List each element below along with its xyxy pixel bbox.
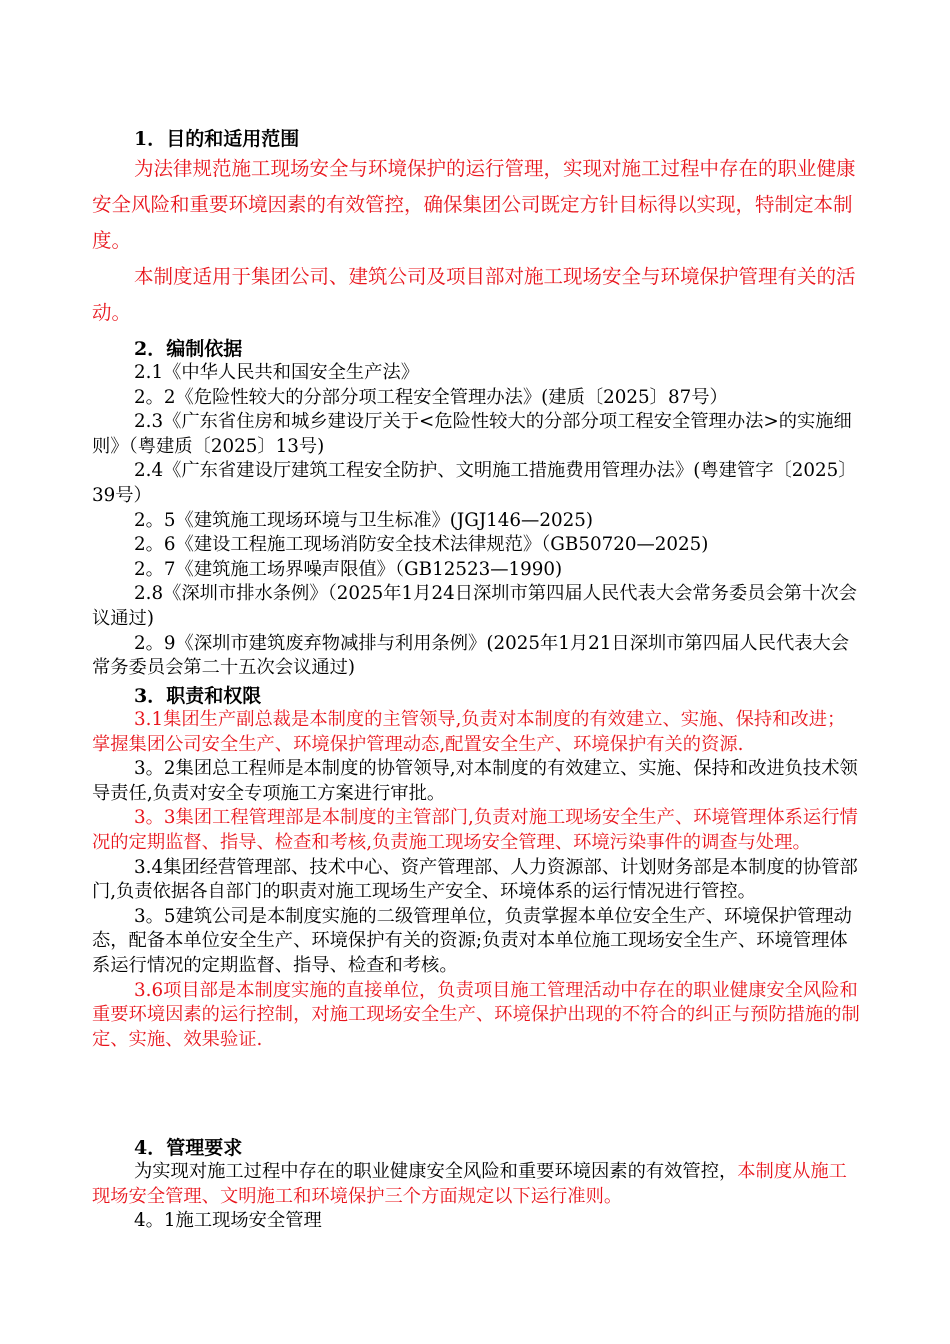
section-basis — [92, 338, 862, 681]
paragraph: 2。9《深圳市建筑废弃物减排与利用条例》(2025年1月21日深圳市第四届人民代表大会常务委员会第二十五次会议通过) — [92, 632, 850, 679]
paragraph: 2.3《广东省住房和城乡建设厅关于<危险性较大的分部分项工程安全管理办法>的实施细则》（粤建质〔2025〕13号) — [92, 411, 852, 457]
paragraph: 3。3集团工程管理部是本制度的主管部门,负责对施工现场安全生产、环境管理体系运行情况的定期监督、指导、检查和考核,负责施工现场安全管理、环境污染事件的调查与处理。 — [92, 807, 858, 853]
paragraph: 2。5《建筑施工现场环境与卫生标准》(JGJ146—2025) — [134, 509, 593, 531]
paragraph: 3.4集团经营管理部、技术中心、资产管理部、人力资源部、计划财务部是本制度的协管部门,负责依据各自部门的职责对施工现场生产安全、环境体系的运行情况进行管控。 — [92, 856, 858, 903]
paragraph: 3。2集团总工程师是本制度的协管领导,对本制度的有效建立、实施、保持和改进负技术领导责任,负责对安全专项施工方案进行审批。 — [92, 758, 858, 804]
paragraph-text: 为实现对施工过程中存在的职业健康安全风险和重要环境因素的有效管控， — [134, 1161, 738, 1182]
paragraph: 2。2《危险性较大的分部分项工程安全管理办法》(建质〔2025〕87号） — [134, 386, 728, 408]
paragraph: 3.6项目部是本制度实施的直接单位，负责项目施工管理活动中存在的职业健康安全风险和重要环境因素的运行控制，对施工现场安全生产、环境保护出现的不符合的纠正与预防措施的制定、实施、效果验证. — [92, 979, 860, 1050]
paragraph: 4。1施工现场安全管理 — [134, 1210, 322, 1232]
paragraph: 3。5建筑公司是本制度实施的二级管理单位，负责掌握本单位安全生产、环境保护管理动态，配备本单位安全生产、环境保护有关的资源;负责对本单位施工现场安全生产、环境管理体系运行情况的定期监督、指导、检查和考核。 — [92, 905, 852, 976]
paragraph: 2.8《深圳市排水条例》（2025年1月24日深圳市第四届人民代表大会常务委员会第十次会议通过) — [92, 583, 857, 629]
paragraph: 2.4《广东省建设厅建筑工程安全防护、文明施工措施费用管理办法》(粤建管字〔2025〕39号） — [92, 460, 857, 506]
paragraph: 为法律规范施工现场安全与环境保护的运行管理，实现对施工过程中存在的职业健康安全风险和重要环境因素的有效管控，确保集团公司既定方针目标得以实现，特制定本制度。 — [92, 157, 856, 252]
paragraph: 3.1集团生产副总裁是本制度的主管领导,负责对本制度的有效建立、实施、保持和改进；掌握集团公司安全生产、环境保护管理动态,配置安全生产、环境保护有关的资源. — [92, 709, 846, 755]
paragraph: 2。6《建设工程施工现场消防安全技术法律规范》（GB50720—2025) — [134, 534, 709, 556]
section-heading: 1．目的和适用范围 — [134, 128, 300, 150]
paragraph-continuation: 本制度从施工现场安全管理、文明施工和环境保护三个方面规定以下运行准则。 — [92, 1161, 847, 1207]
section-heading: 3．职责和权限 — [134, 685, 262, 707]
section-heading: 2．编制依据 — [134, 338, 243, 360]
paragraph: 2.1《中华人民共和国安全生产法》 — [134, 362, 420, 383]
section-responsibilities — [92, 685, 862, 1052]
section-management-requirements — [92, 1137, 862, 1234]
section-heading: 4．管理要求 — [134, 1137, 243, 1159]
paragraph: 2。7《建筑施工场界噪声限值》（GB12523—1990) — [134, 558, 563, 580]
section-purpose-scope — [92, 128, 862, 331]
paragraph — [92, 1160, 862, 1209]
paragraph: 本制度适用于集团公司、建筑公司及项目部对施工现场安全与环境保护管理有关的活动。 — [92, 265, 856, 324]
